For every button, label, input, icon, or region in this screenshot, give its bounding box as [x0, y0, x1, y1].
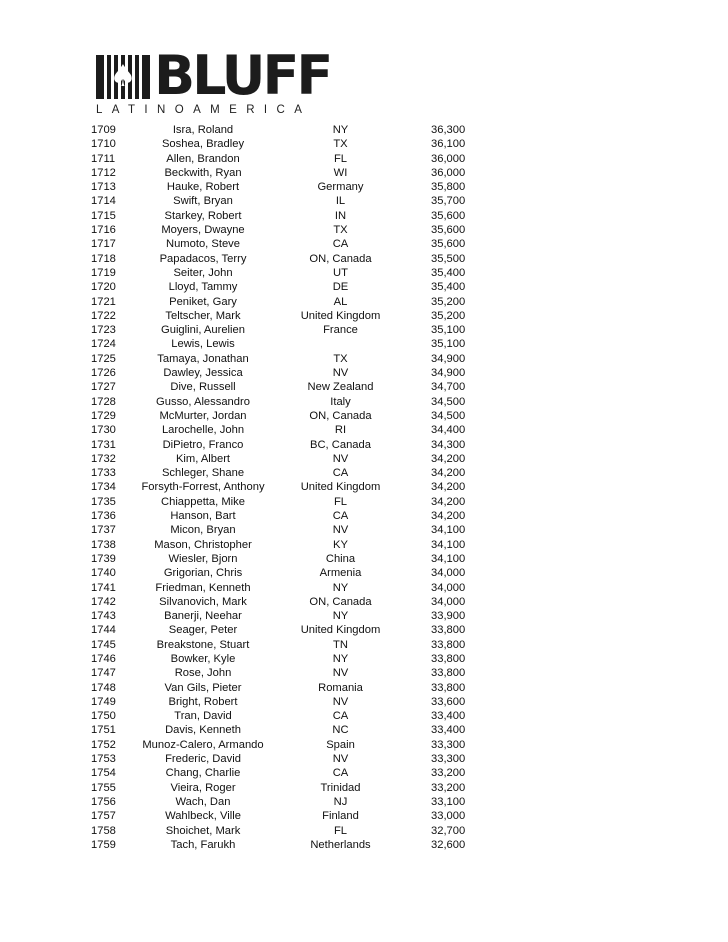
amount-cell: 33,800: [431, 652, 466, 665]
rank-cell: 1748: [91, 681, 116, 694]
rank-cell: 1726: [91, 367, 116, 380]
table-row: [91, 152, 481, 166]
location-cell: ON, Canada: [309, 252, 372, 265]
table-row: [91, 395, 481, 409]
rank-cell: 1733: [91, 467, 116, 480]
location-cell: NY: [332, 124, 349, 136]
logo-mark: [96, 44, 331, 107]
location-cell: CA: [332, 710, 349, 723]
amount-cell: 33,100: [431, 795, 466, 808]
rank-cell: 1738: [91, 538, 116, 551]
amount-cell: 34,000: [431, 567, 466, 580]
name-cell: Tran, David: [174, 710, 232, 723]
rank-cell: 1717: [91, 238, 116, 251]
table-row: [91, 795, 481, 809]
table-row: [91, 409, 481, 423]
location-cell: NY: [332, 581, 349, 594]
table-row: [91, 366, 481, 380]
rank-cell: 1758: [91, 824, 116, 837]
table-row: [91, 609, 481, 623]
location-cell: NV: [332, 753, 349, 766]
amount-cell: 34,100: [431, 524, 466, 537]
amount-cell: 34,000: [431, 581, 466, 594]
rank-cell: 1724: [91, 338, 116, 351]
amount-cell: 34,900: [431, 352, 466, 365]
logo-subtitle: LATINOAMERICA: [96, 104, 312, 116]
name-cell: Banerji, Neehar: [164, 610, 242, 623]
rank-cell: 1720: [91, 281, 116, 294]
table-row: [91, 309, 481, 323]
rank-cell: 1754: [91, 767, 116, 780]
table-row: [91, 295, 481, 309]
rank-cell: 1714: [91, 195, 116, 208]
location-cell: TX: [333, 352, 348, 365]
rank-cell: 1757: [91, 810, 116, 823]
location-cell: Romania: [318, 681, 363, 694]
name-cell: Moyers, Dwayne: [161, 224, 245, 237]
name-cell: Bright, Robert: [168, 695, 238, 708]
amount-cell: 32,700: [431, 824, 466, 837]
name-cell: Soshea, Bradley: [161, 138, 245, 151]
amount-cell: 33,300: [431, 753, 466, 766]
name-cell: Hanson, Bart: [170, 510, 236, 523]
rank-cell: 1736: [91, 510, 116, 523]
name-cell: Forsyth-Forrest, Anthony: [141, 481, 265, 494]
table-row: [91, 380, 481, 394]
location-cell: Germany: [317, 181, 364, 194]
amount-cell: 34,200: [431, 452, 466, 465]
logo-wordmark: BLUFF: [154, 44, 331, 107]
location-cell: Spain: [326, 738, 355, 751]
name-cell: Bowker, Kyle: [170, 652, 236, 665]
name-cell: Rose, John: [174, 667, 232, 680]
rank-cell: 1753: [91, 753, 116, 766]
table-row: [91, 280, 481, 294]
name-cell: Mason, Christopher: [154, 538, 252, 551]
amount-cell: 34,500: [431, 409, 466, 422]
amount-cell: 33,200: [431, 767, 466, 780]
name-cell: Micon, Bryan: [170, 524, 236, 537]
location-cell: WI: [333, 166, 348, 179]
location-cell: NV: [332, 667, 349, 680]
name-cell: Van Gils, Pieter: [164, 681, 242, 694]
amount-cell: 35,100: [431, 338, 466, 351]
name-cell: Allen, Brandon: [166, 152, 240, 165]
amount-cell: 33,800: [431, 638, 466, 651]
name-cell: Teltscher, Mark: [165, 309, 241, 322]
name-cell: Hauke, Robert: [166, 181, 240, 194]
table-row: [91, 438, 481, 452]
name-cell: Peniket, Gary: [169, 295, 237, 308]
name-cell: Papadacos, Terry: [159, 252, 247, 265]
amount-cell: 35,200: [431, 309, 466, 322]
spade-icon: ♠: [109, 59, 137, 94]
rank-cell: 1729: [91, 409, 116, 422]
location-cell: TN: [333, 638, 348, 651]
rank-cell: 1735: [91, 495, 116, 508]
name-cell: Dawley, Jessica: [163, 367, 243, 380]
table-row: [91, 266, 481, 280]
amount-cell: 36,300: [431, 124, 466, 136]
amount-cell: 33,400: [431, 710, 466, 723]
amount-cell: 34,200: [431, 495, 466, 508]
location-cell: New Zealand: [307, 381, 374, 394]
table-row: [91, 766, 481, 780]
table-row: [91, 738, 481, 752]
location-cell: TX: [333, 138, 348, 151]
table-row: [91, 681, 481, 695]
table-row: [91, 337, 481, 351]
location-cell: CA: [332, 238, 349, 251]
name-cell: Shoichet, Mark: [165, 824, 241, 837]
location-cell: KY: [333, 538, 348, 551]
name-cell: Wach, Dan: [175, 795, 231, 808]
table-row: [91, 223, 481, 237]
name-cell: Tach, Farukh: [170, 838, 236, 851]
rank-cell: 1756: [91, 795, 116, 808]
rank-cell: 1710: [91, 138, 116, 151]
location-cell: Netherlands: [310, 838, 371, 851]
rank-cell: 1755: [91, 781, 116, 794]
amount-cell: 36,000: [431, 166, 466, 179]
location-cell: CA: [332, 767, 349, 780]
rank-cell: 1711: [91, 152, 116, 165]
table-row: [91, 509, 481, 523]
table-row: [91, 809, 481, 823]
amount-cell: 35,500: [431, 252, 466, 265]
location-cell: CA: [332, 467, 349, 480]
table-row: [91, 652, 481, 666]
rank-cell: 1721: [91, 295, 116, 308]
name-cell: Swift, Bryan: [173, 195, 233, 208]
table-row: [91, 137, 481, 151]
name-cell: Kim, Albert: [175, 452, 231, 465]
logo-stripes: [96, 55, 150, 99]
amount-cell: 34,100: [431, 552, 466, 565]
location-cell: NV: [332, 695, 349, 708]
name-cell: Dive, Russell: [170, 381, 236, 394]
table-row: [91, 552, 481, 566]
amount-cell: 34,200: [431, 510, 466, 523]
amount-cell: 33,900: [431, 610, 466, 623]
name-cell: Guiglini, Aurelien: [161, 324, 245, 337]
rank-cell: 1742: [91, 595, 116, 608]
results-table: [91, 123, 481, 852]
table-row: [91, 595, 481, 609]
rank-cell: 1709: [91, 124, 116, 136]
amount-cell: 35,600: [431, 238, 466, 251]
amount-cell: 35,400: [431, 281, 466, 294]
table-row: [91, 480, 481, 494]
rank-cell: 1743: [91, 610, 116, 623]
name-cell: Wiesler, Bjorn: [168, 552, 238, 565]
rank-cell: 1712: [91, 166, 116, 179]
table-row: [91, 466, 481, 480]
rank-cell: 1727: [91, 381, 116, 394]
amount-cell: 33,800: [431, 681, 466, 694]
table-row: [91, 838, 481, 852]
rank-cell: 1750: [91, 710, 116, 723]
amount-cell: 34,500: [431, 395, 466, 408]
table-row: [91, 180, 481, 194]
rank-cell: 1734: [91, 481, 116, 494]
amount-cell: 34,900: [431, 367, 466, 380]
location-cell: Finland: [322, 810, 359, 823]
name-cell: Silvanovich, Mark: [159, 595, 247, 608]
name-cell: Lloyd, Tammy: [168, 281, 238, 294]
amount-cell: 35,400: [431, 266, 466, 279]
rank-cell: 1731: [91, 438, 116, 451]
amount-cell: 33,400: [431, 724, 466, 737]
location-cell: NC: [332, 724, 349, 737]
rank-cell: 1752: [91, 738, 116, 751]
name-cell: Beckwith, Ryan: [164, 166, 242, 179]
location-cell: CA: [332, 510, 349, 523]
name-cell: Vieira, Roger: [170, 781, 236, 794]
name-cell: Tamaya, Jonathan: [157, 352, 249, 365]
rank-cell: 1730: [91, 424, 116, 437]
location-cell: China: [325, 552, 356, 565]
location-cell: NV: [332, 452, 349, 465]
table-row: [91, 723, 481, 737]
amount-cell: 35,700: [431, 195, 466, 208]
rank-cell: 1751: [91, 724, 116, 737]
table-row: [91, 695, 481, 709]
rank-cell: 1715: [91, 209, 116, 222]
name-cell: Davis, Kenneth: [165, 724, 241, 737]
bluff-logo: [96, 44, 331, 117]
location-cell: IL: [335, 195, 346, 208]
amount-cell: 34,700: [431, 381, 466, 394]
location-cell: United Kingdom: [300, 624, 381, 637]
table-row: [91, 166, 481, 180]
amount-cell: 35,600: [431, 209, 466, 222]
table-row: [91, 252, 481, 266]
table-row: [91, 566, 481, 580]
name-cell: Numoto, Steve: [166, 238, 240, 251]
rank-cell: 1740: [91, 567, 116, 580]
table-row: [91, 824, 481, 838]
name-cell: Larochelle, John: [161, 424, 245, 437]
table-row: [91, 423, 481, 437]
name-cell: Grigorian, Chris: [163, 567, 243, 580]
name-cell: DiPietro, Franco: [162, 438, 244, 451]
table-row: [91, 523, 481, 537]
location-cell: NJ: [333, 795, 348, 808]
name-cell: Chiappetta, Mike: [161, 495, 245, 508]
rank-cell: 1716: [91, 224, 116, 237]
name-cell: Isra, Roland: [172, 124, 234, 136]
location-cell: Italy: [330, 395, 351, 408]
table-row: [91, 538, 481, 552]
table-row: [91, 123, 481, 137]
location-cell: RI: [334, 424, 347, 437]
amount-cell: 33,200: [431, 781, 466, 794]
name-cell: Schleger, Shane: [161, 467, 245, 480]
amount-cell: 34,100: [431, 538, 466, 551]
location-cell: ON, Canada: [309, 595, 372, 608]
table-row: [91, 581, 481, 595]
table-row: [91, 452, 481, 466]
table-row: [91, 352, 481, 366]
rank-cell: 1745: [91, 638, 116, 651]
table-row: [91, 781, 481, 795]
amount-cell: 34,400: [431, 424, 466, 437]
table-row: [91, 709, 481, 723]
amount-cell: 33,800: [431, 624, 466, 637]
amount-cell: 34,200: [431, 467, 466, 480]
amount-cell: 35,100: [431, 324, 466, 337]
amount-cell: 35,600: [431, 224, 466, 237]
name-cell: Frederic, David: [165, 753, 241, 766]
rank-cell: 1719: [91, 266, 116, 279]
name-cell: Seiter, John: [173, 266, 233, 279]
name-cell: McMurter, Jordan: [159, 409, 247, 422]
rank-cell: 1747: [91, 667, 116, 680]
location-cell: IN: [334, 209, 347, 222]
amount-cell: 33,000: [431, 810, 466, 823]
amount-cell: 33,600: [431, 695, 466, 708]
amount-cell: 34,000: [431, 595, 466, 608]
location-cell: TX: [333, 224, 348, 237]
name-cell: Friedman, Kenneth: [155, 581, 251, 594]
amount-cell: 34,300: [431, 438, 466, 451]
rank-cell: 1759: [91, 838, 116, 851]
amount-cell: 36,100: [431, 138, 466, 151]
location-cell: United Kingdom: [300, 481, 381, 494]
name-cell: Starkey, Robert: [164, 209, 242, 222]
table-row: [91, 623, 481, 637]
table-row: [91, 495, 481, 509]
rank-cell: 1728: [91, 395, 116, 408]
rank-cell: 1746: [91, 652, 116, 665]
table-row: [91, 237, 481, 251]
location-cell: DE: [332, 281, 349, 294]
location-cell: NV: [332, 367, 349, 380]
location-cell: Trinidad: [320, 781, 361, 794]
location-cell: NY: [332, 652, 349, 665]
location-cell: NY: [332, 610, 349, 623]
rank-cell: 1723: [91, 324, 116, 337]
amount-cell: 34,200: [431, 481, 466, 494]
rank-cell: 1749: [91, 695, 116, 708]
rank-cell: 1725: [91, 352, 116, 365]
location-cell: AL: [333, 295, 348, 308]
rank-cell: 1741: [91, 581, 116, 594]
location-cell: FL: [333, 152, 348, 165]
location-cell: FL: [333, 824, 348, 837]
amount-cell: 33,300: [431, 738, 466, 751]
rank-cell: 1722: [91, 309, 116, 322]
name-cell: Gusso, Alessandro: [156, 395, 250, 408]
rank-cell: 1732: [91, 452, 116, 465]
name-cell: Breakstone, Stuart: [156, 638, 250, 651]
name-cell: Wahlbeck, Ville: [165, 810, 241, 823]
rank-cell: 1718: [91, 252, 116, 265]
table-row: [91, 323, 481, 337]
amount-cell: 35,200: [431, 295, 466, 308]
table-row: [91, 638, 481, 652]
amount-cell: 32,600: [431, 838, 466, 851]
amount-cell: 35,800: [431, 181, 466, 194]
rank-cell: 1713: [91, 181, 116, 194]
location-cell: BC, Canada: [310, 438, 371, 451]
location-cell: UT: [333, 266, 348, 279]
amount-cell: 36,000: [431, 152, 466, 165]
location-cell: United Kingdom: [300, 309, 381, 322]
table-row: [91, 666, 481, 680]
location-cell: NV: [332, 524, 349, 537]
rank-cell: 1744: [91, 624, 116, 637]
table-row: [91, 752, 481, 766]
rank-cell: 1737: [91, 524, 116, 537]
name-cell: Lewis, Lewis: [171, 338, 235, 351]
location-cell: France: [323, 324, 358, 337]
location-cell: ON, Canada: [309, 409, 372, 422]
location-cell: Armenia: [319, 567, 362, 580]
rank-cell: 1739: [91, 552, 116, 565]
name-cell: Chang, Charlie: [165, 767, 241, 780]
amount-cell: 33,800: [431, 667, 466, 680]
table-row: [91, 209, 481, 223]
name-cell: Munoz-Calero, Armando: [142, 738, 264, 751]
table-row: [91, 194, 481, 208]
name-cell: Seager, Peter: [168, 624, 238, 637]
location-cell: FL: [333, 495, 348, 508]
